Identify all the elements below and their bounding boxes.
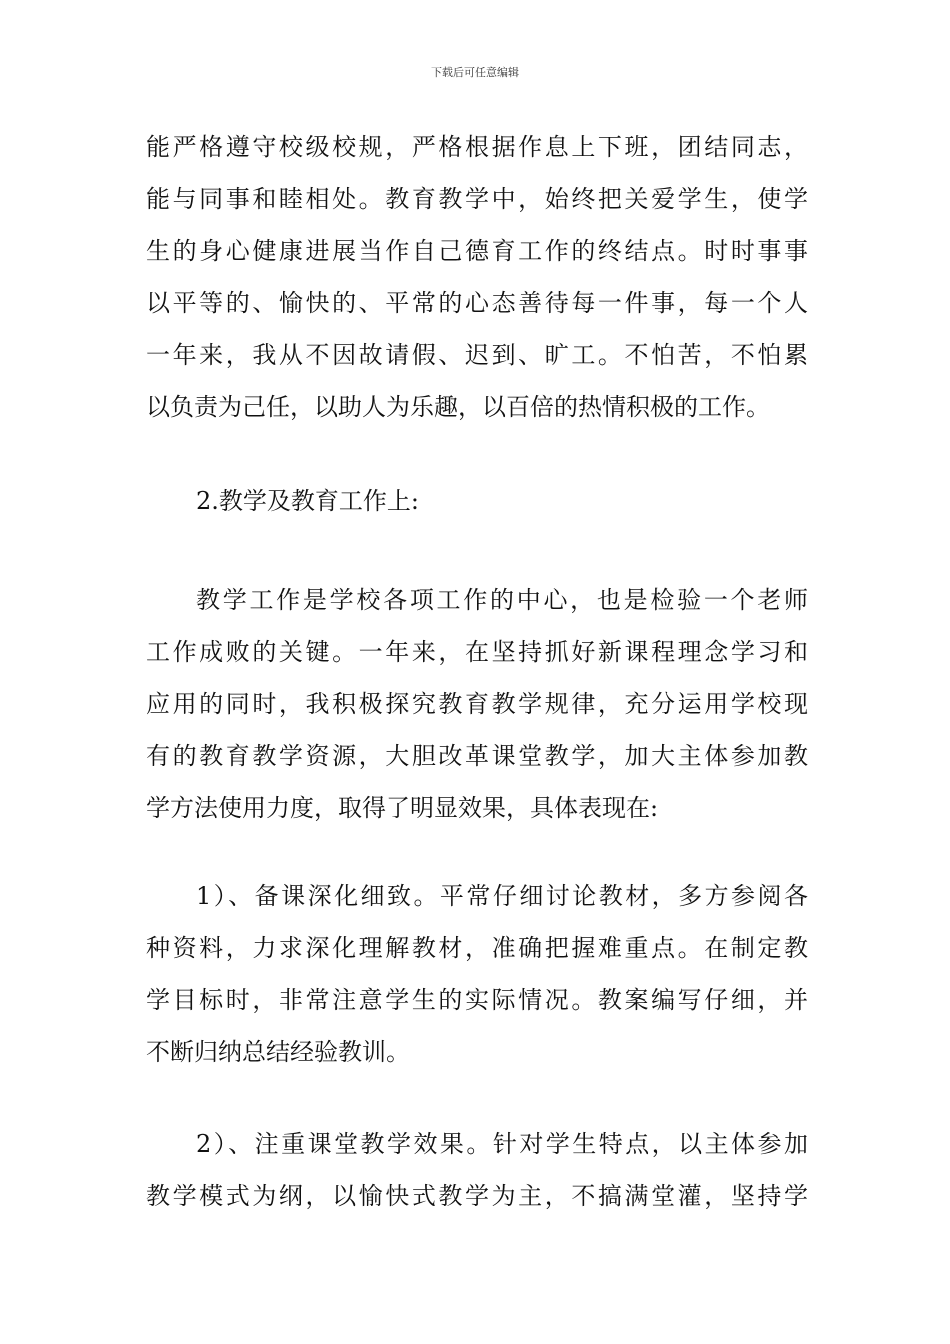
text-line: 种资料，力求深化理解教材，准确把握难重点。在制定教 bbox=[146, 934, 808, 962]
text-line: 有的教育教学资源，大胆改革课堂教学，加大主体参加教 bbox=[146, 742, 808, 770]
text-line: 以平等的、愉快的、平常的心态善待每一件事，每一个人 bbox=[146, 289, 808, 317]
text-line: 学目标时，非常注意学生的实际情况。教案编写仔细，并 bbox=[146, 986, 808, 1014]
text-line: 教学模式为纲，以愉快式教学为主，不搞满堂灌，坚持学 bbox=[146, 1182, 808, 1210]
paragraph-conduct bbox=[146, 121, 808, 433]
text-line: 工作成败的关键。一年来，在坚持抓好新课程理念学习和 bbox=[146, 638, 808, 666]
page-header: 下载后可任意编辑 bbox=[431, 66, 519, 79]
text-line: 能与同事和睦相处。教育教学中，始终把关爱学生，使学 bbox=[146, 185, 808, 213]
text-line: 1）、备课深化细致。平常仔细讨论教材，多方参阅各 bbox=[196, 882, 808, 910]
text-line: 以负责为己任，以助人为乐趣，以百倍的热情积极的工作。 bbox=[146, 393, 770, 421]
text-line: 学方法使用力度，取得了明显效果，具体表现在: bbox=[146, 794, 659, 822]
text-line: 不断归纳总结经验教训。 bbox=[146, 1038, 410, 1066]
text-line: 2）、注重课堂教学效果。针对学生特点，以主体参加 bbox=[196, 1130, 808, 1158]
section-heading bbox=[146, 475, 808, 527]
paragraph-lesson-prep bbox=[146, 870, 808, 1078]
text-line: 一年来，我从不因故请假、迟到、旷工。不怕苦，不怕累 bbox=[146, 341, 808, 369]
text-line: 能严格遵守校级校规，严格根据作息上下班，团结同志， bbox=[146, 133, 808, 161]
paragraph-classroom-effect bbox=[146, 1118, 808, 1222]
section-heading-text: 2.教学及教育工作上: bbox=[196, 487, 419, 515]
text-line: 应用的同时，我积极探究教育教学规律，充分运用学校现 bbox=[146, 690, 808, 718]
text-line: 生的身心健康进展当作自己德育工作的终结点。时时事事 bbox=[146, 237, 808, 265]
text-line: 教学工作是学校各项工作的中心，也是检验一个老师 bbox=[196, 586, 808, 614]
paragraph-teaching-overview bbox=[146, 574, 808, 834]
